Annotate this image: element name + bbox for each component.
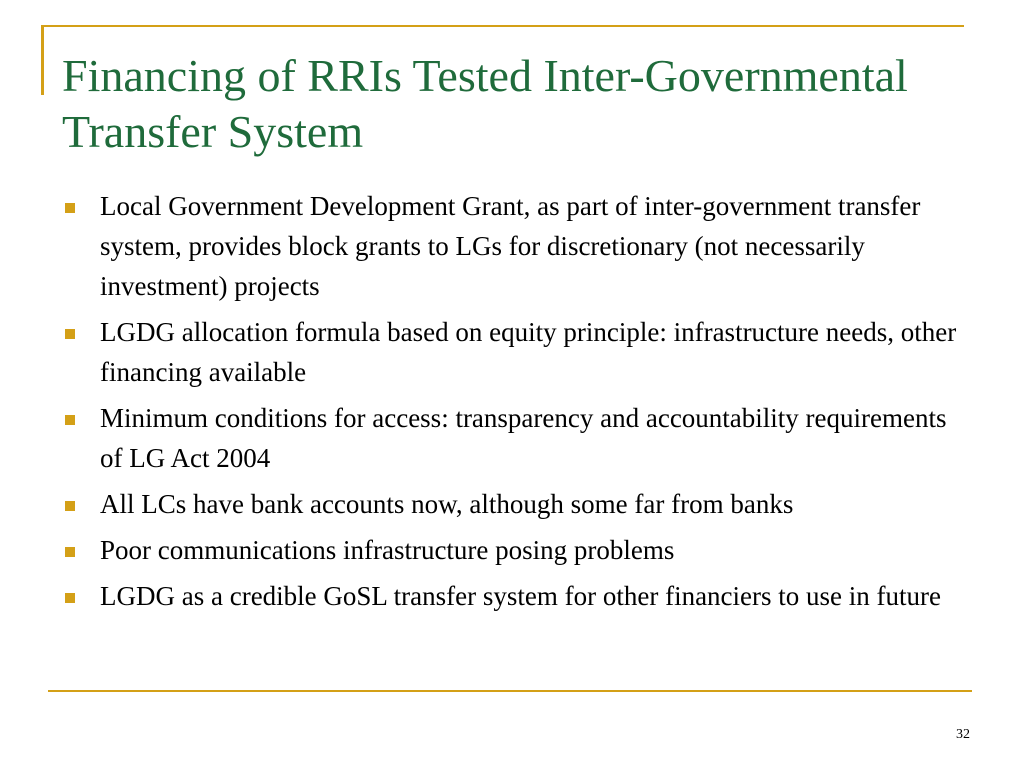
bullet-text: Local Government Development Grant, as part of inter-government transfer system, provides block grants to LGs for discretionary (not necessarily investment) projects: [100, 191, 921, 301]
square-bullet-icon: [65, 593, 75, 603]
bullet-list: [62, 186, 962, 622]
bullet-item: [62, 576, 962, 616]
bullet-item: [62, 312, 962, 392]
bullet-item: [62, 398, 962, 478]
square-bullet-icon: [65, 415, 75, 425]
bullet-text: LGDG as a credible GoSL transfer system for other financiers to use in future: [100, 581, 941, 611]
bullet-item: [62, 530, 962, 570]
bullet-text: All LCs have bank accounts now, although some far from banks: [100, 489, 794, 519]
bullet-item: [62, 186, 962, 306]
bullet-item: [62, 484, 962, 524]
bullet-text: Minimum conditions for access: transparency and accountability requirements of LG Act 2004: [100, 403, 947, 473]
square-bullet-icon: [65, 203, 75, 213]
square-bullet-icon: [65, 329, 75, 339]
page-number: 32: [956, 727, 970, 742]
square-bullet-icon: [65, 501, 75, 511]
frame-bottom-rule: [48, 690, 972, 692]
slide-title: Financing of RRIs Tested Inter-Governmental Transfer System: [62, 50, 908, 157]
frame-top-rule: [41, 25, 964, 27]
bullet-text: LGDG allocation formula based on equity principle: infrastructure needs, other financing available: [100, 317, 957, 387]
frame-vertical-rule: [41, 25, 44, 95]
square-bullet-icon: [65, 547, 75, 557]
bullet-text: Poor communications infrastructure posing problems: [100, 535, 675, 565]
